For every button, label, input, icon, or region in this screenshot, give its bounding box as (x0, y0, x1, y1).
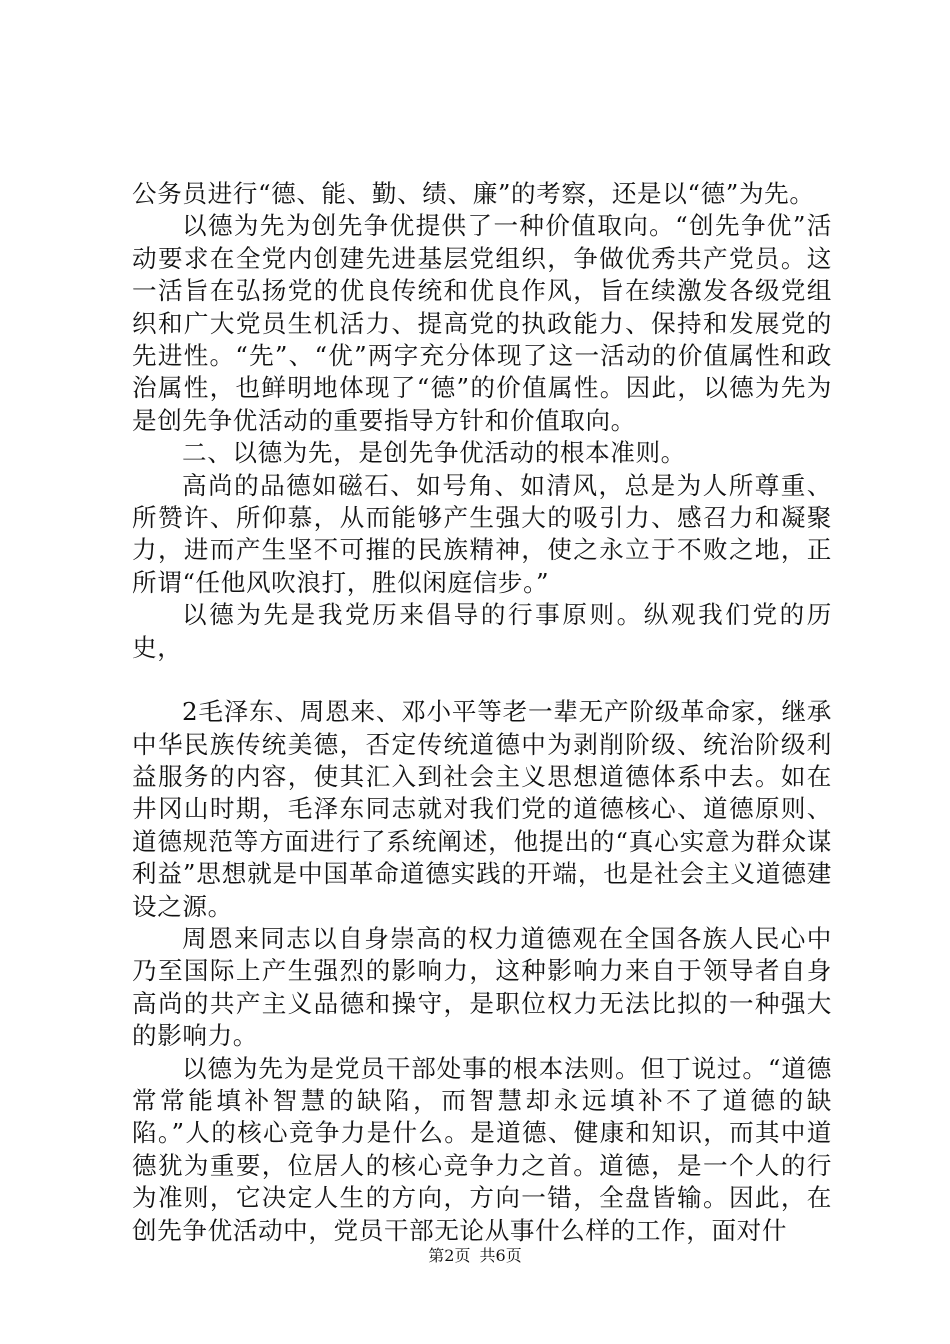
section-heading: 二、以德为先，是创先争优活动的根本准则。 (182, 438, 686, 468)
paragraph-5: 2毛泽东、周恩来、邓小平等老一辈无产阶级革命家，继承中华民族传统美德，否定传统道德中为剥削阶级、统治阶级利益服务的内容，使其汇入到社会主义思想道德体系中去。如在井冈山时期，毛泽东同志就对我们党的道德核心、道德原则、道德规范等方面进行了系统阐述，他提出的“真心实意为群众谋利益”思想就是中国革命道德实践的开端，也是社会主义道德建设之源。 (132, 697, 832, 921)
paragraph-4: 以德为先是我党历来倡导的行事原则。纵观我们党的历史， (132, 600, 832, 662)
document-body (132, 178, 832, 1247)
page-total: 共6页 (479, 1246, 522, 1265)
paragraph-1: 公务员进行“德、能、勤、绩、廉”的考察，还是以“德”为先。 (132, 179, 815, 208)
paragraph-gap (132, 664, 832, 696)
paragraph-7: 以德为先为是党员干部处事的根本法则。但丁说过。“道德常常能填补智慧的缺陷，而智慧却永远填补不了道德的缺陷。”人的核心竞争力是什么。是道德、健康和知识，而其中道德犹为重要，位居人的核心竞争力之首。道德，是一个人的行为准则，它决定人生的方向，方向一错，全盘皆输。因此，在创先争优活动中，党员干部无论从事什么样的工作，面对什 (132, 1053, 832, 1245)
paragraph-2: 以德为先为创先争优提供了一种价值取向。“创先争优”活动要求在全党内创建先进基层党组织，争做优秀共产党员。这一活旨在弘扬党的优良传统和优良作风，旨在续激发各级党组织和广大党员生机活力、提高党的执政能力、保持和发展党的先进性。“先”、“优”两字充分体现了这一活动的价值属性和政治属性，也鲜明地体现了“德”的价值属性。因此，以德为先为是创先争优活动的重要指导方针和价值取向。 (132, 211, 832, 435)
paragraph-3: 高尚的品德如磁石、如号角、如清风，总是为人所尊重、所赞许、所仰慕，从而能够产生强大的吸引力、感召力和凝聚力，进而产生坚不可摧的民族精神，使之永立于不败之地，正所谓“任他风吹浪打，胜似闲庭信步。” (132, 470, 832, 597)
paragraph-6: 周恩来同志以自身崇高的权力道德观在全国各族人民心中乃至国际上产生强烈的影响力，这种影响力来自于领导者自身高尚的共产主义品德和操守，是职位权力无法比拟的一种强大的影响力。 (132, 923, 832, 1051)
page-number: 第2页 (428, 1246, 471, 1265)
page-footer (0, 1246, 950, 1266)
